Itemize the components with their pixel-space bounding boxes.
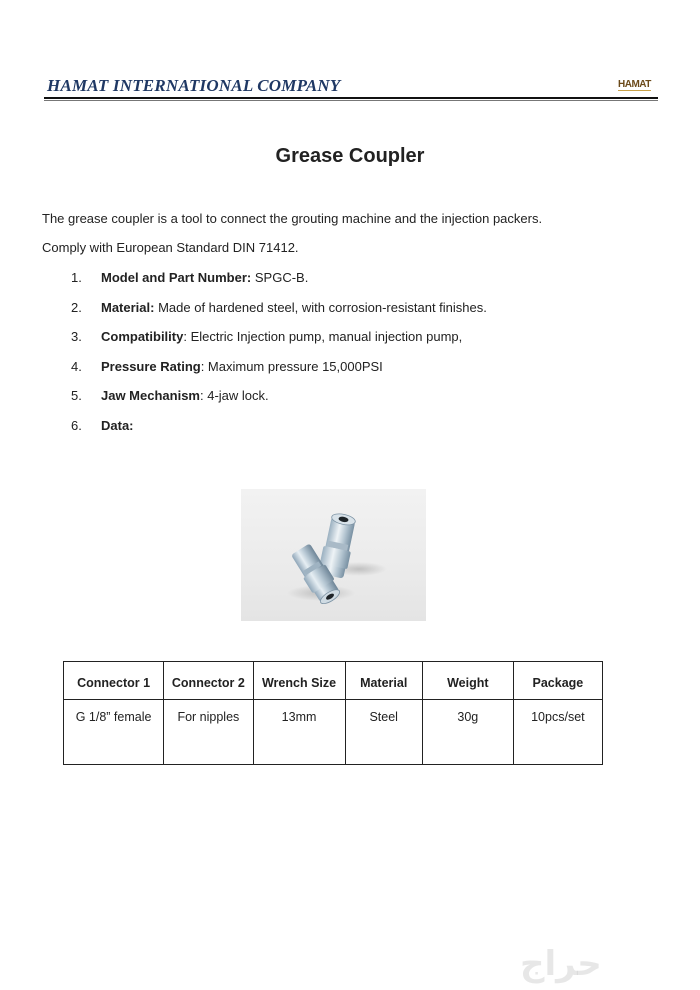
table-header-row xyxy=(64,662,603,700)
spec-label: Compatibility xyxy=(101,329,184,344)
product-photo xyxy=(241,489,426,621)
spec-label: Pressure Rating xyxy=(101,358,201,374)
column-header: Connector 1 xyxy=(64,662,164,700)
spec-label: Data: xyxy=(101,417,134,433)
spec-number: 6. xyxy=(71,417,82,433)
column-header: Package xyxy=(513,662,602,700)
grease-coupler-image xyxy=(241,489,426,621)
document-title: Grease Coupler xyxy=(275,145,425,167)
column-header: Weight xyxy=(422,662,513,700)
table-cell: 13mm xyxy=(253,700,345,765)
spec-value: : 4-jaw lock. xyxy=(200,388,269,403)
spec-number: 3. xyxy=(71,329,82,344)
spec-value: : Maximum pressure 15,000PSI xyxy=(200,358,383,374)
spec-label: Jaw Mechanism xyxy=(101,388,200,403)
company-logo: HAMAT xyxy=(618,79,651,90)
column-header: Wrench Size xyxy=(253,662,345,700)
spec-number: 1. xyxy=(71,270,82,285)
table-row xyxy=(64,700,603,765)
header-divider xyxy=(44,97,658,99)
spec-number: 5. xyxy=(71,388,82,403)
spec-value: SPGC-B. xyxy=(251,270,309,285)
spec-number: 4. xyxy=(71,358,82,374)
table-cell: 30g xyxy=(422,700,513,765)
table-cell: Steel xyxy=(345,700,422,765)
header-divider-thin xyxy=(44,100,658,101)
column-header: Material xyxy=(345,662,422,700)
table-cell: 10pcs/set xyxy=(513,700,602,765)
watermark: حراج xyxy=(520,944,602,984)
table-cell: For nipples xyxy=(164,700,253,765)
company-name: HAMAT INTERNATIONAL COMPANY xyxy=(47,76,341,95)
intro-paragraph-2: Comply with European Standard DIN 71412. xyxy=(42,240,299,255)
spec-label: Material: xyxy=(101,299,155,315)
spec-value: : Electric Injection pump, manual injection pump, xyxy=(183,329,463,344)
intro-paragraph-1: The grease coupler is a tool to connect the grouting machine and the injection packers. xyxy=(42,211,543,226)
column-header: Connector 2 xyxy=(164,662,253,700)
data-table xyxy=(63,661,603,765)
spec-number: 2. xyxy=(71,299,82,315)
spec-value: Made of hardened steel, with corrosion-resistant finishes. xyxy=(154,299,487,315)
table-cell: G 1/8” female xyxy=(64,700,164,765)
spec-label: Model and Part Number: xyxy=(101,270,252,285)
